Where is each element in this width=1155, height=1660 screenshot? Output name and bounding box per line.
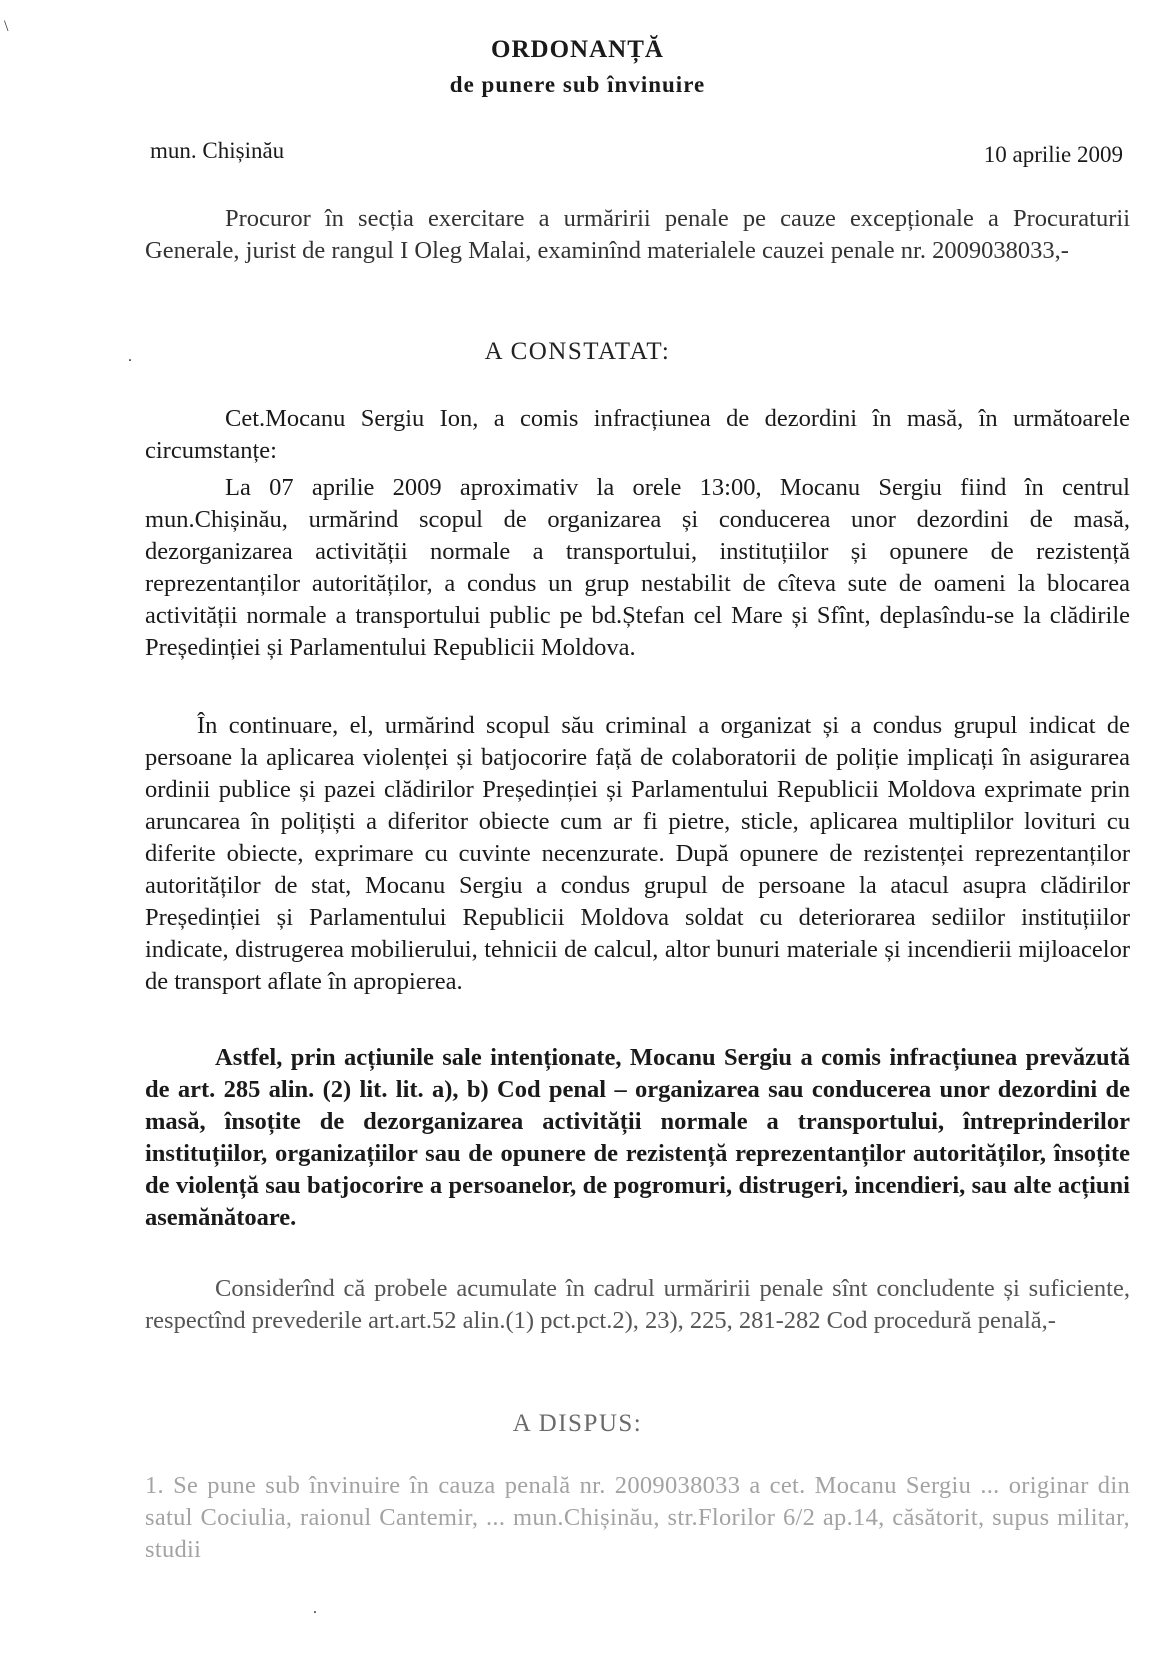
scan-mark: . bbox=[128, 348, 132, 365]
paragraph-constatat-3: În continuare, el, urmărind scopul său criminal a organizat și a condus grupul indicat de persoane la aplicarea violenței și batjocorire față de colaboratorii de poliție implicați în asigurarea ordinii publice și pazei clădirilor Președinției și Parlamentului Republicii Moldova exprimate prin aruncarea în polițiști a diferitor obiecte cum ar fi pietre, sticle, aplicarea multiplilor lovituri cu diferite obiecte, exprimare cu cuvinte necenzurate. După opunere de rezistenței reprezentanților autorităților de stat, Mocanu Sergiu a condus grupul de persoane la atacul asupra clădirilor Președinției și Parlamentului Republicii Moldova soldat cu deteriorarea sediilor instituțiilor indicate, distrugerea mobilierului, tehnicii de calcul, altor bunuri materiale și incendierii mijloacelor de transport aflate în apropierea. bbox=[145, 712, 1130, 995]
paragraph-constatat-5: Considerînd că probele acumulate în cadrul urmăririi penale sînt concludente și suficiente, respectînd prevederile art.art.52 alin.(1) pct.pct.2), 23), 225, 281-282 Cod procedură penală,- bbox=[145, 1275, 1130, 1334]
document-subtitle: de punere sub învinuire bbox=[449, 72, 706, 97]
paragraph-dispus-1: 1. Se pune sub învinuire în cauza penală nr. 2009038033 a cet. Mocanu Sergiu ... originar din satul Cociulia, raionul Cantemir, ... mun.Chișinău, str.Florilor 6/2 ap.14, căsătorit, supus militar, studii bbox=[145, 1472, 1130, 1563]
section-heading-constatat: A CONSTATAT: bbox=[484, 338, 671, 365]
paragraph-constatat-2: La 07 aprilie 2009 aproximativ la orele 13:00, Mocanu Sergiu fiind în centrul mun.Chișinău, urmărind scopul de organizarea și conducerea unor dezordini de masă, dezorganizarea activității normale a transportului, instituțiilor și opunere de rezistență reprezentanților autorităților, a condus un grup nestabilit de cîteva sute de oameni la blocarea activității normale a transportului public pe bd.Ștefan cel Mare și Sfînt, deplasîndu-se la clădirile Președinției și Parlamentului Republicii Moldova. bbox=[145, 474, 1130, 661]
scan-mark: \ bbox=[4, 18, 9, 35]
date: 10 aprilie 2009 bbox=[983, 142, 1123, 167]
section-heading-dispus: A DISPUS: bbox=[512, 1410, 643, 1437]
scan-mark: . bbox=[313, 1600, 317, 1617]
document-title: ORDONANȚĂ bbox=[491, 36, 664, 63]
paragraph-constatat-1: Cet.Mocanu Sergiu Ion, a comis infracțiunea de dezordini în masă, în următoarele circumstanțe: bbox=[145, 405, 1130, 464]
intro-paragraph: Procuror în secția exercitare a urmăririi penale pe cauze excepționale a Procuraturii Generale, jurist de rangul I Oleg Malai, examinînd materialele cauzei penale nr. 2009038033,- bbox=[145, 205, 1130, 264]
place: mun. Chișinău bbox=[150, 138, 285, 163]
paragraph-constatat-4: Astfel, prin acțiunile sale intenționate, Mocanu Sergiu a comis infracțiunea prevăzută de art. 285 alin. (2) lit. lit. a), b) Cod penal – organizarea sau conducerea unor dezordini de masă, însoțite de dezorganizarea activității normale a transportului, întreprinderilor instituțiilor, organizațiilor sau de opunere de rezistență reprezentanților autorităților, însoțite de violență sau batjocorire a persoanelor, de pogromuri, distrugeri, incendieri, sau alte acțiuni asemănătoare. bbox=[145, 1044, 1130, 1231]
